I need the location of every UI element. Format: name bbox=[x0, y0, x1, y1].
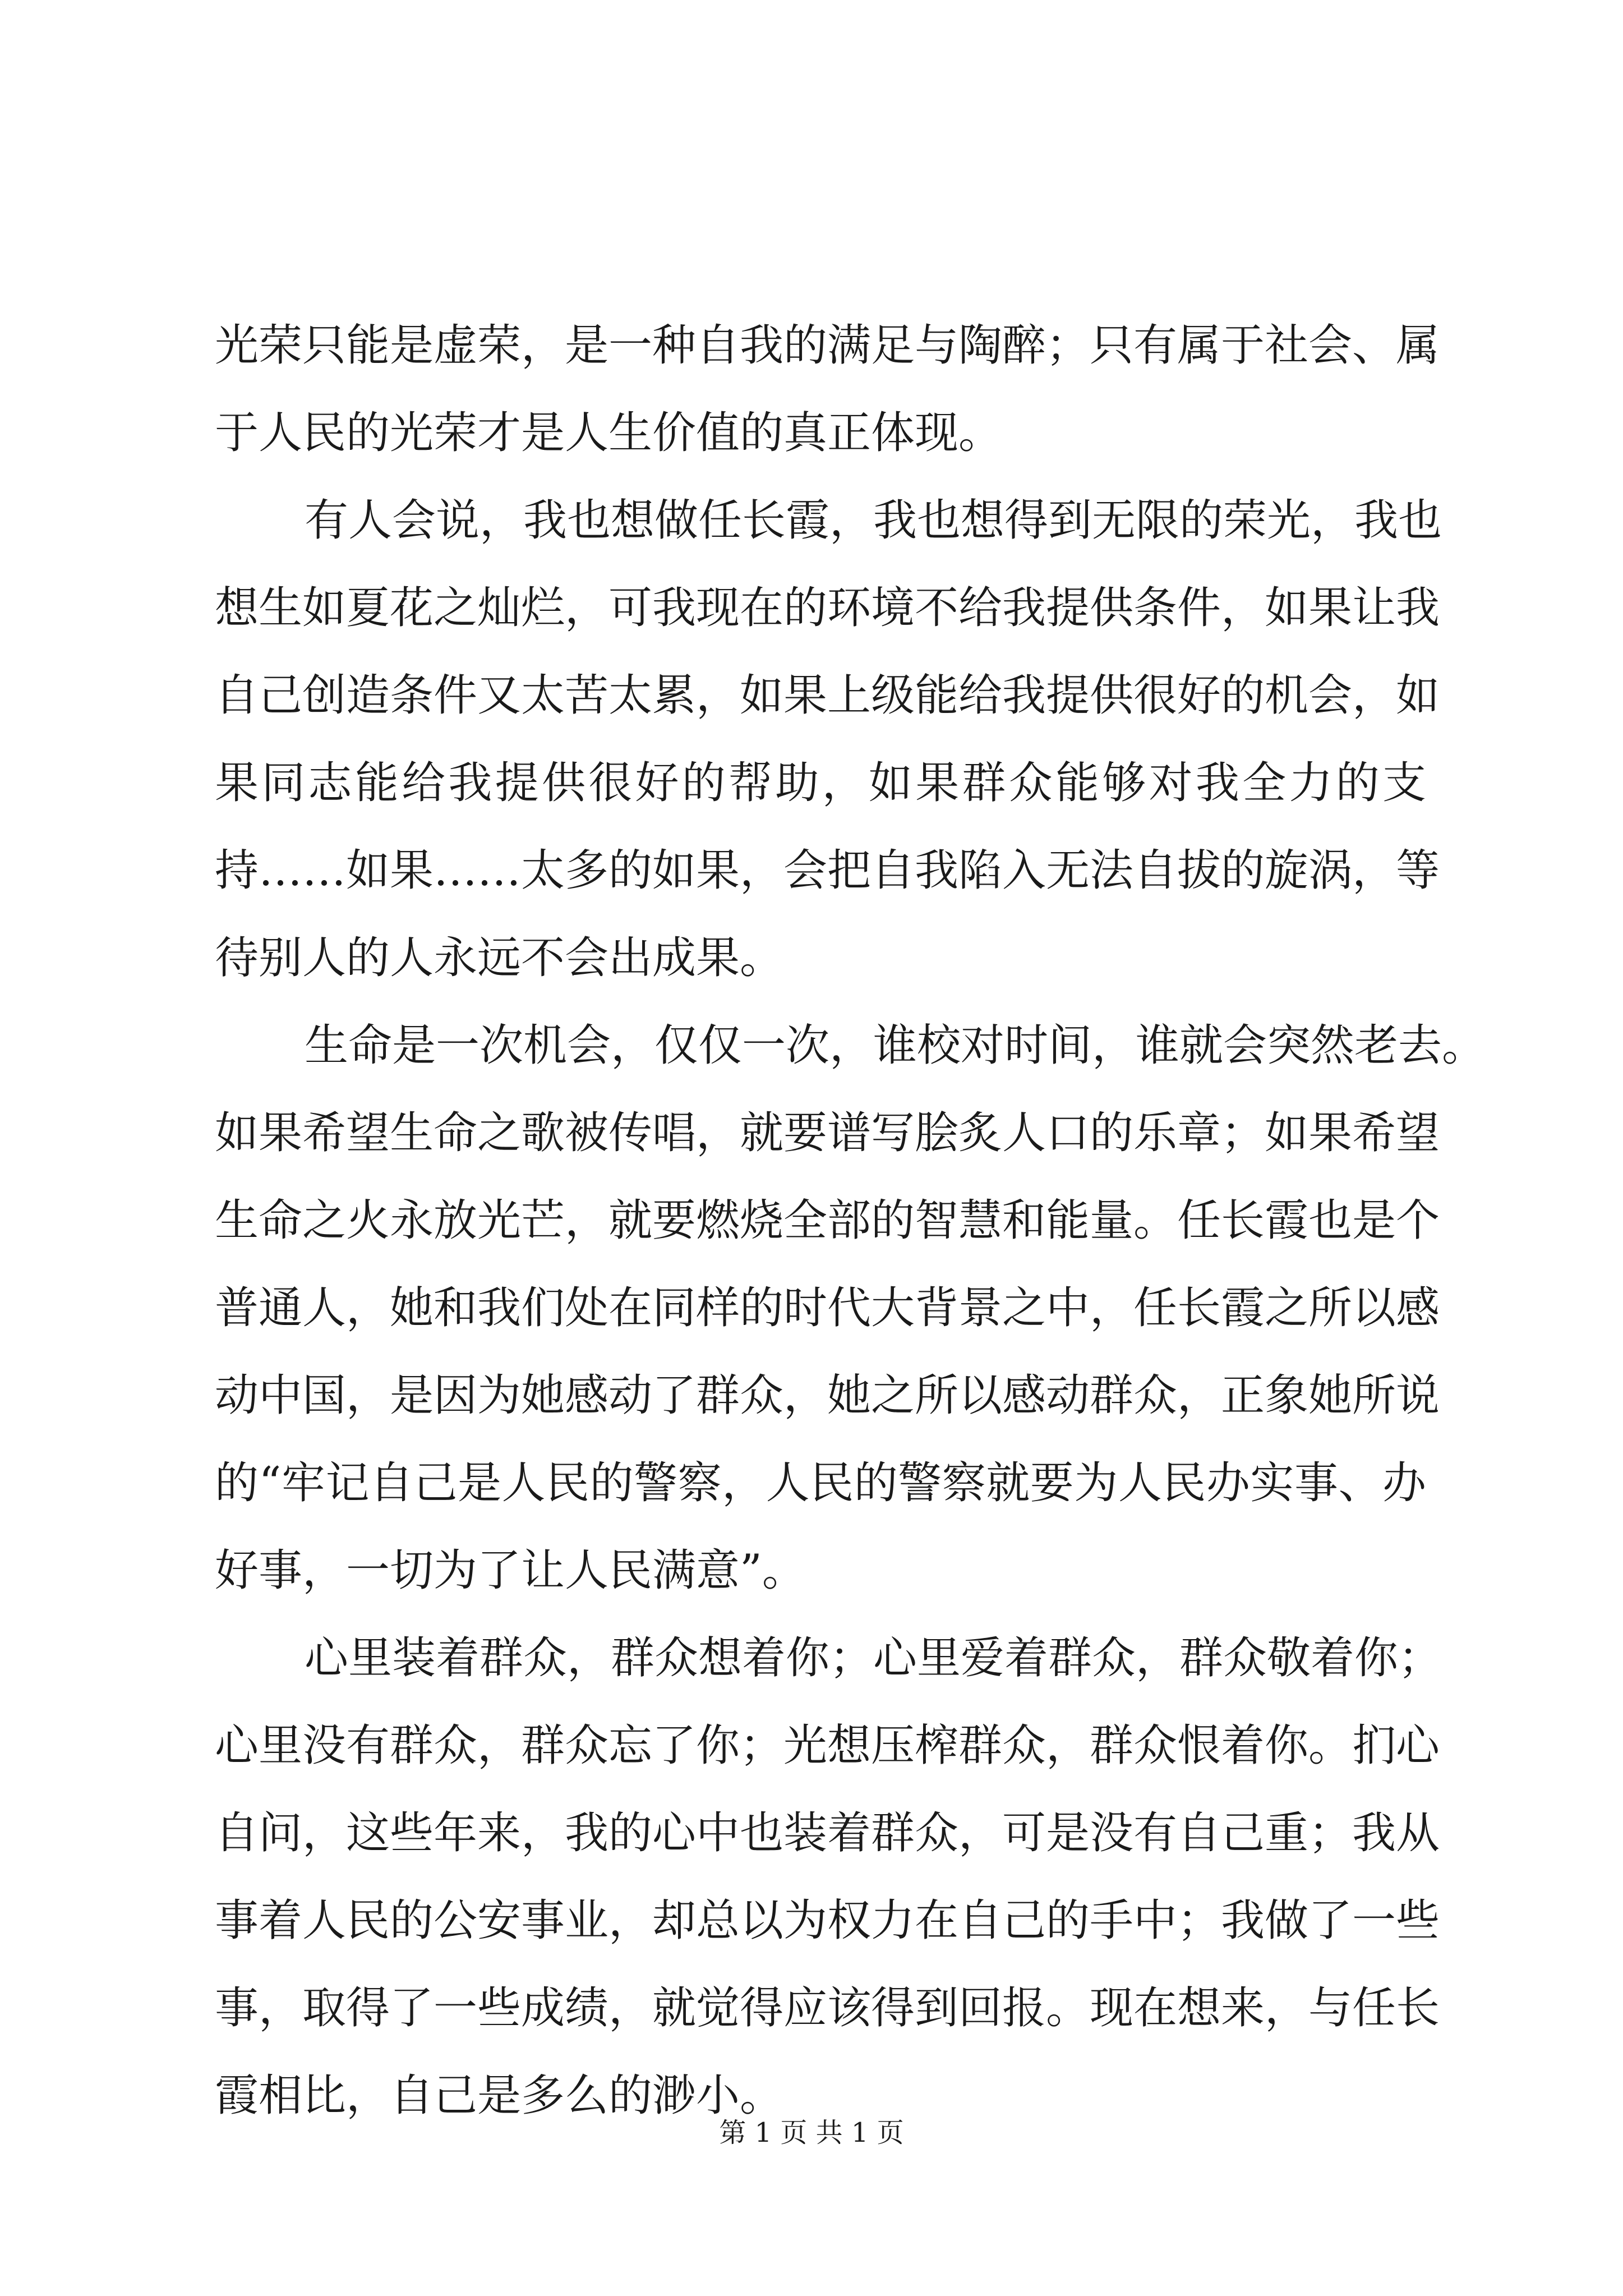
paragraph-line: 的“牢记自己是人民的警察，人民的警察就要为人民办实事、办 bbox=[215, 1458, 1426, 1508]
paragraph-line: 自己创造条件又太苦太累，如果上级能给我提供很好的机会，如 bbox=[215, 670, 1440, 721]
paragraph-line: 如果希望生命之歌被传唱，就要谱写脍炙人口的乐章；如果希望 bbox=[215, 1108, 1440, 1158]
paragraph-line: 持……如果……太多的如果，会把自我陷入无法自拔的旋涡，等 bbox=[215, 845, 1440, 896]
paragraph-line: 事，取得了一些成绩，就觉得应该得到回报。现在想来，与任长 bbox=[215, 1983, 1440, 2033]
page-footer: 第 1 页 共 1 页 bbox=[719, 2117, 904, 2148]
paragraph-line: 好事，一切为了让人民满意”。 bbox=[215, 1545, 806, 1596]
paragraph-line: 光荣只能是虚荣，是一种自我的满足与陶醉；只有属于社会、属 bbox=[215, 320, 1440, 371]
paragraph bbox=[215, 302, 1440, 477]
paragraph bbox=[215, 1614, 1442, 2139]
paragraph-line: 动中国，是因为她感动了群众，她之所以感动群众，正象她所说 bbox=[215, 1370, 1440, 1421]
paragraph-line: 有人会说，我也想做任长霞，我也想得到无限的荣光，我也 bbox=[305, 495, 1442, 546]
paragraph-line: 心里装着群众，群众想着你；心里爱着群众，群众敬着你； bbox=[305, 1633, 1442, 1683]
paragraph-line: 心里没有群众，群众忘了你；光想压榨群众，群众恨着你。扪心 bbox=[215, 1720, 1440, 1771]
paragraph-line: 待别人的人永远不会出成果。 bbox=[215, 933, 784, 983]
document-body bbox=[215, 302, 1486, 2139]
paragraph bbox=[215, 1002, 1486, 1614]
paragraph-line: 自问，这些年来，我的心中也装着群众，可是没有自己重；我从 bbox=[215, 1808, 1440, 1858]
paragraph-line: 生命之火永放光芒，就要燃烧全部的智慧和能量。任长霞也是个 bbox=[215, 1195, 1440, 1246]
paragraph-line: 霞相比，自己是多么的渺小。 bbox=[215, 2070, 784, 2121]
paragraph-line: 事着人民的公安事业，却总以为权力在自己的手中；我做了一些 bbox=[215, 1895, 1440, 1946]
paragraph-line: 想生如夏花之灿烂，可我现在的环境不给我提供条件，如果让我 bbox=[215, 583, 1440, 633]
paragraph bbox=[215, 477, 1442, 1002]
paragraph-line: 普通人，她和我们处在同样的时代大背景之中，任长霞之所以感 bbox=[215, 1283, 1440, 1333]
paragraph-line: 果同志能给我提供很好的帮助，如果群众能够对我全力的支 bbox=[215, 758, 1426, 808]
paragraph-line: 于人民的光荣才是人生价值的真正体现。 bbox=[215, 408, 1003, 458]
paragraph-line: 生命是一次机会，仅仅一次，谁校对时间，谁就会突然老去。 bbox=[305, 1020, 1486, 1071]
